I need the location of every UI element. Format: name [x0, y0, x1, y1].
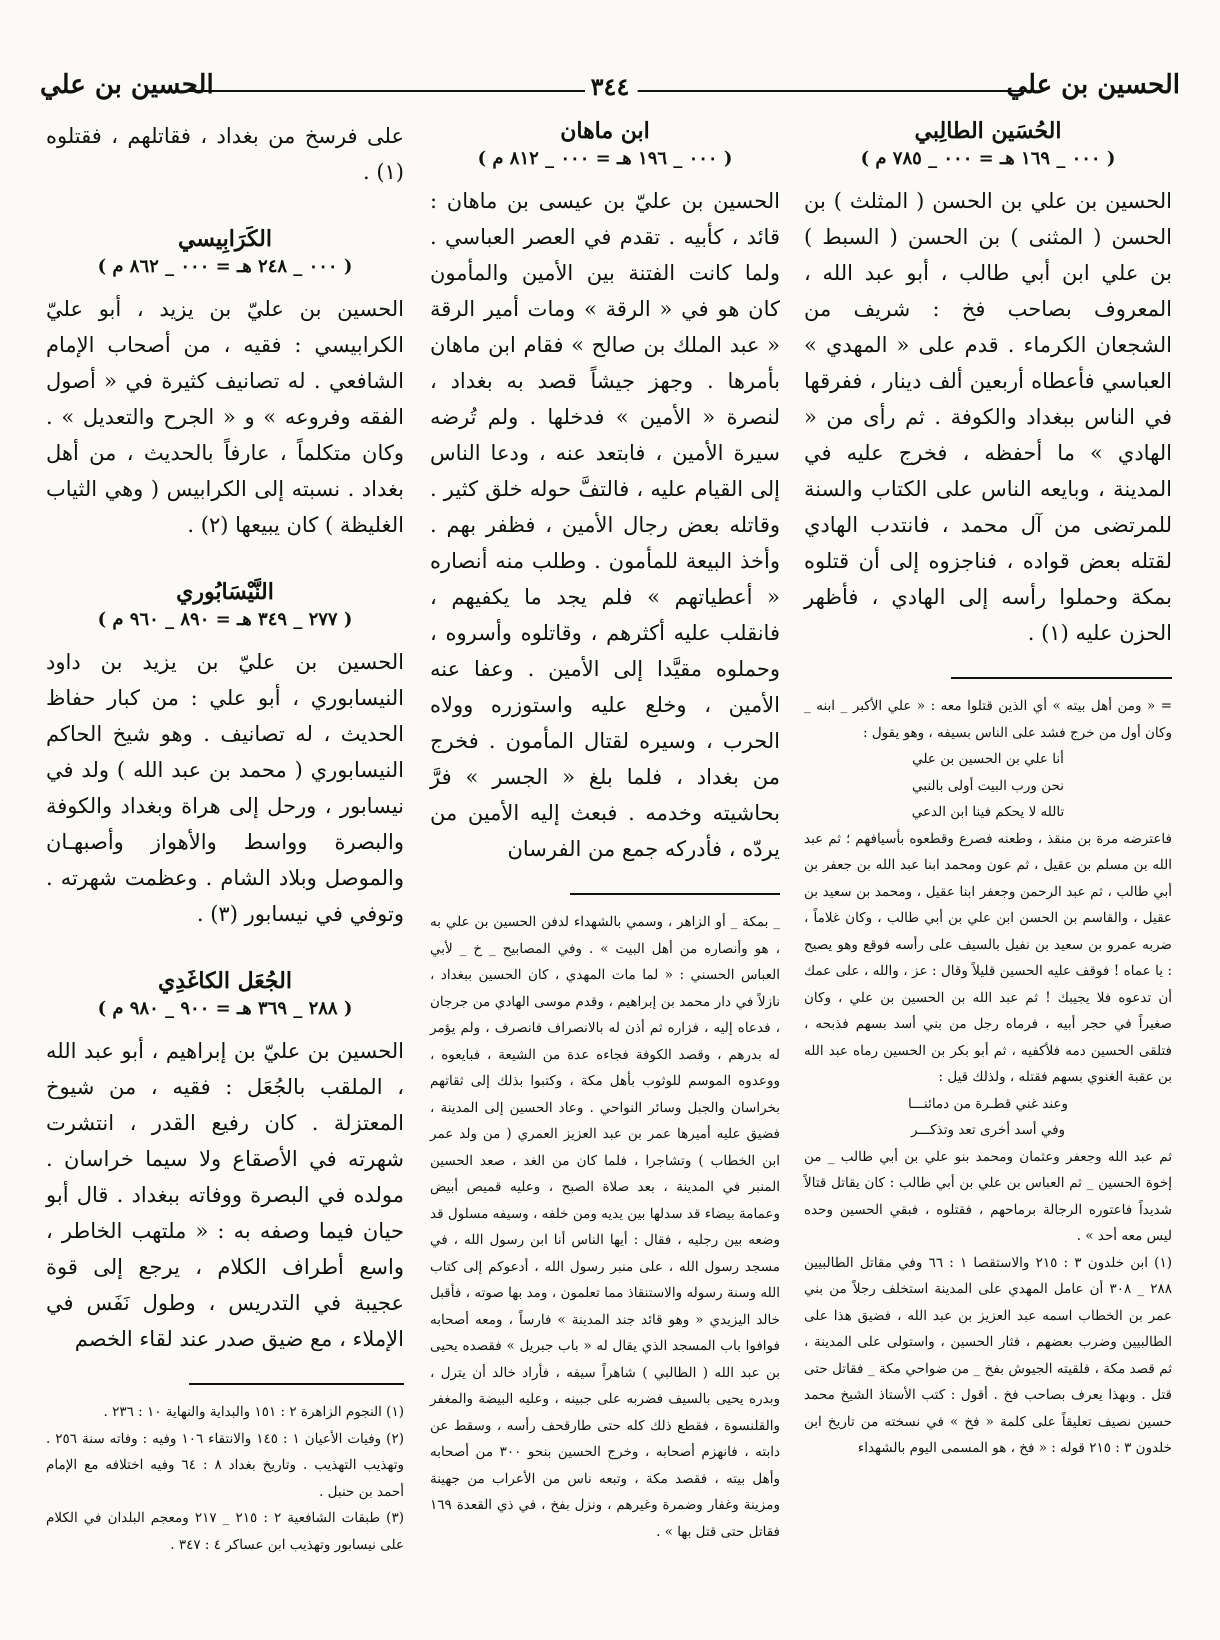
entry-body-talibi: الحسين بن علي بن الحسن ( المثلث ) بن الحسن ( المثنى ) بن الحسن ( السبط ) بن علي ابن أبي طالب ، أبو عبد الله ، المعروف بصاحب فخ : شريف من الشجعان الكرماء . قدم على « المهدي » العباسي فأعطاه أربعين ألف دينار ، ففرقها في الناس ببغداد والكوفة . ثم رأى من « الهادي » ما أحفظه ، فخرج عليه في المدينة ، وبايعه الناس على الكتاب والسنة للمرتضى من آل محمد ، فانتدب الهادي لقتله بعض قواده ، فناجزوه إلى أن قتلوه بمكة وحملوا رأسه إلى الهادي ، فأظهر الحزن عليه (١) . [804, 189, 1172, 645]
entry-dates-karabisi: ( ٠٠٠ _ ٢٤٨ هـ = ٠٠٠ _ ٨٦٢ م ) [97, 256, 353, 277]
entry-body-naysaburi: الحسين بن عليّ بن يزيد بن داود النيسابوري ، أبو علي : من كبار حفاظ الحديث ، له تصانيف . وهو شيخ الحاكم النيسابوري ( محمد بن عبد الله ) ولد في نيسابور ، ورحل إلى هراة وبغداد والكوفة والبصرة وواسط والأهواز وأصبهـان والموصل وبلاد الشام . وعظمت شهرته . وتوفي في نيسابور (٣) . [46, 650, 404, 926]
running-header [40, 68, 1180, 112]
entry-dates-ibn-mahan: ( ٠٠٠ _ ١٩٦ هـ = ٠٠٠ _ ٨١٢ م ) [477, 148, 733, 169]
header-rule-left [185, 90, 585, 92]
footnote-rule [570, 893, 780, 895]
verse-line: نحن ورب البيت أولى بالنبي [912, 777, 1064, 794]
entry-dates-naysaburi: ( ٢٧٧ _ ٣٤٩ هـ = ٨٩٠ _ ٩٦٠ م ) [97, 609, 353, 630]
column-right [804, 118, 1172, 1462]
column-middle [430, 118, 780, 1545]
entry-title-talibi: الحُسَين الطالِبي [914, 118, 1062, 144]
header-title-right: الحسين بن علي [1006, 70, 1180, 100]
footnote-text: ثم عبد الله وجعفر وعثمان ومحمد بنو علي بن أبي طالب _ من إخوة الحسين _ ثم العباس بن علي بن أبي طالب : كان يقاتل قتالاً شديداً فاعتوره الرجالة برماحهم ، فقتلوه ، فبقي الحسين وحده ليس معه أحد » . [804, 1148, 1172, 1244]
footnote-rule [951, 677, 1172, 679]
entry-body-ibn-mahan: الحسين بن عليّ بن عيسى بن ماهان : قائد ، كأبيه . تقدم في العصر العباسي . ولما كانت الفتنة بين الأمين والمأمون كان هو في « الرقة » ومات أمير الرقة « عبد الملك بن صالح » فقام ابن ماهان بأمرها . وجهز جيشاً قصد به بغداد ، لنصرة « الأمين » فدخلها . ولم تُرضه سيرة الأمين ، فابتعد عنه ، ودعا الناس إلى القيام عليه ، فالتفَّ حوله خلق كثير . وقاتله بعض رجال الأمين ، فظفر بهم . وأخذ البيعة للمأمون . وطلب منه أنصاره « أعطياتهم » فلم يجد ما يكفيهم ، فانقلب عليه أكثرهم ، وقاتلوه وأسروه ، وحملوه مقيَّدا إلى الأمين . وعفا عنه الأمين ، وخلع عليه واستوزره وولاه الحرب ، وسيره لقتال المأمون . فخرج من بغداد ، فلما بلغ « الجسر » فرَّ بحاشيته وخدمه . فبعث إليه الأمين من يردّه ، فأدركه جمع من الفرسان [430, 189, 780, 861]
entry-dates-talibi: ( ٠٠٠ _ ١٦٩ هـ = ٠٠٠ _ ٧٨٥ م ) [860, 148, 1116, 169]
entry-dates-jual: ( ٢٨٨ _ ٣٦٩ هـ = ٩٠٠ _ ٩٨٠ م ) [97, 998, 353, 1019]
page-number: ٣٤٤ [583, 72, 638, 101]
entry-title-jual: الجُعَل الكاغَدِي [158, 968, 292, 994]
verse-line: تالله لا يحكم فينا ابن الدعي [911, 804, 1065, 820]
header-title-left: الحسين بن علي [40, 70, 214, 100]
footnote-2: (٢) وفيات الأعيان ١ : ١٤٥ والانتقاء ١٠٦ وفيه : وفاته سنة ٢٥٦ . وتهذيب التهذيب . وتاريخ بغداد ٨ : ٦٤ وفيه اختلافه مع الإمام أحمد بن حنبل . [46, 1430, 405, 1500]
footnote-1: (١) النجوم الزاهرة ٢ : ١٥١ والبداية والنهاية ١٠ : ٢٣٦ . [103, 1404, 404, 1420]
header-rule-right [635, 90, 1035, 92]
footnote-rule [189, 1383, 404, 1385]
continued-text: على فرسخ من بغداد ، فقاتلهم ، فقتلوه (١) . [46, 124, 404, 184]
entry-title-naysaburi: النَّيْسَابُوري [176, 579, 274, 605]
footnote-list [46, 1399, 404, 1558]
entry-body-jual: الحسين بن عليّ بن إبراهيم ، أبو عبد الله ، الملقب بالجُعَل : فقيه ، من شيوخ المعتزلة . كان رفيع القدر ، انتشرت شهرته في الأصقاع ولا سيما خراسان . مولده في البصرة ووفاته ببغداد . قال أبو حيان فيما وصفه به : « ملتهب الخاطر ، واسع أطراف الكلام ، يرجع إلى قوة عجيبة في التدريس ، وطول نَفَس في الإملاء ، مع ضيق صدر عند لقاء الخصم [46, 1039, 404, 1351]
verse-line: وفي أسد أخرى تعد وتذكـــر [910, 1122, 1066, 1138]
column-left [46, 118, 404, 1558]
verse-line: أنا علي بن الحسين بن علي [912, 751, 1064, 767]
footnote-text: = « ومن أهل بيته » أي الذين قتلوا معه : « علي الأكبر _ ابنه _ وكان أول من خرج فشد على الناس بسيفه ، وهو يقول : [804, 698, 1172, 741]
entry-title-karabisi: الكَرَابِيسي [178, 226, 272, 252]
footnote-text: فاعترضه مرة بن منقذ ، وطعنه فصرع وقطعوه بأسيافهم ؛ ثم عبد الله بن مسلم بن عقيل ، ثم عون ومحمد ابنا عبد الله بن جعفر بن أبي طالب ، ثم عبد الرحمن وجعفر ابنا عقيل ، ومحمد بن سعيد بن عقيل ، والقاسم بن الحسن ابن علي بن أبي طالب ، وكان غلاماً ، ضربه عمرو بن سعيد بن نفيل بالسيف على رأسه فوقع وهو يصيح : يا عماه ! فوقف عليه الحسين قليلاً وقال : عز ، والله ، على عمك أن تدعوه فلا يجيبك ! ثم عبد الله بن الحسين بن علي ، وكان صغيراً في حجر أبيه ، فرماه رجل من بني أسد بسهم فذبحه ، فتلقى الحسين دمه فلأكفيه ، ثم أبو بكر بن الحسين رماه عبد الله بن عقبة الغنوي بسهم فقتله ، ولذلك قيل : [804, 830, 1172, 1085]
verse-line: وعند غني قطـرة من دمائنـــا [908, 1095, 1068, 1112]
entry-title-ibn-mahan: ابن ماهان [560, 118, 650, 144]
footnote-text: _ بمكة _ أو الزاهر ، وسمي بالشهداء لدفن الحسين بن علي به ، هو وأنصاره من أهل البيت » . وفي المصابيح _ خ _ لأبي العباس الحسني : « لما مات المهدي ، كان الحسين ببغداد ، نازلاً في دار محمد بن إبراهيم ، وقدم موسى الهادي من جرجان ، فدعاه إليه ، فزاره ثم أذن له بالانصراف فانصرف ، ولم يؤمر له بدرهم ، وقصد الكوفة فجاءه عدة من الشيعة ، فبايعوه ، ووعدوه الموسم للوثوب بأهل مكة ، وكتبوا بذلك إلى ثقاتهم بخراسان والجبل وسائر النواحي . وعاد الحسين إلى المدينة ، فضيق عليه أميرها عمر بن عبد العزيز العمري ( من ولد عمر ابن الخطاب ) وتشاجرا ، فلما كان من الغد ، صعد الحسين المنبر في المدينة ، بعد صلاة الصبح ، وعليه قميص أبيض وعمامة بيضاء قد سدلها بين يديه ومن خلفه ، وسيفه مسلول قد وضعه بين رجليه ، فقال : أيها الناس أنا ابن رسول الله ، في مسجد رسول الله ، على منبر رسول الله ، أدعوكم إلى كتاب الله وسنة رسوله والاستنقاذ مما تعلمون ، ومد بها صوته ، فأقبل خالد اليزيدي « وهو قائد جند المدينة » فارساً ، ومعه أصحابه فوافوا باب المسجد الذي يقال له « باب جبريل » فقصده يحيى بن عبد الله ( الطالبي ) شاهراً سيفه ، فأراد خالد أن يترل ، وبدره يحيى بالسيف فضربه على جبينه ، وعليه البيضة والمغفر والقلنسوة ، فقطع ذلك كله حتى طارقحف رأسه ، وسقط عن دابته ، فانهزم أصحابه ، وخرج الحسين بنحو ٣٠٠ من أصحابه وأهل بيته ، فقصد مكة ، وتبعه ناس من الأعراب من جهينة ومزينة وغفار وضمرة وغيرهم ، ونزل بفخ ، في ذي القعدة ١٦٩ فقاتل حتى قتل بها » . [430, 914, 780, 1540]
entry-body-karabisi: الحسين بن عليّ بن يزيد ، أبو عليّ الكرابيسي : فقيه ، من أصحاب الإمام الشافعي . له تصانيف كثيرة في « أصول الفقه وفروعه » و « الجرح والتعديل » . وكان متكلماً ، عارفاً بالحديث ، من أهل بغداد . نسبته إلى الكرابيس ( وهي الثياب الغليظة ) كان يبيعها (٢) . [46, 297, 404, 537]
footnote-1: (١) ابن خلدون ٣ : ٢١٥ والاستقصا ١ : ٦٦ وفي مقاتل الطالبيين ٢٨٨ _ ٣٠٨ أن عامل المهدي على المدينة استخلف رجلاً من بني عمر بن الخطاب اسمه عبد العزيز بن عبد الله ، فضيق هذا على الطالبيين وضرب بعضهم ، فثار الحسين ، واستولى على المدينة ، ثم قصد مكة ، فلقيته الجيوش بفخ _ من ضواحي مكة _ فقاتل حتى قتل . وبهذا يعرف بصاحب فخ . أقول : كتب الأستاذ الشيخ محمد حسين نصيف تعليقاً على كلمة « فخ » في نسخته من تاريخ ابن خلدون ٣ : ٢١٥ قوله : « فخ ، هو المسمى اليوم بالشهداء [804, 1254, 1173, 1456]
footnote-3: (٣) طبقات الشافعية ٢ : ٢١٥ _ ٢١٧ ومعجم البلدان في الكلام على نيسابور وتهذيب ابن عساكر ٤ : ٣٤٧ . [46, 1510, 404, 1553]
